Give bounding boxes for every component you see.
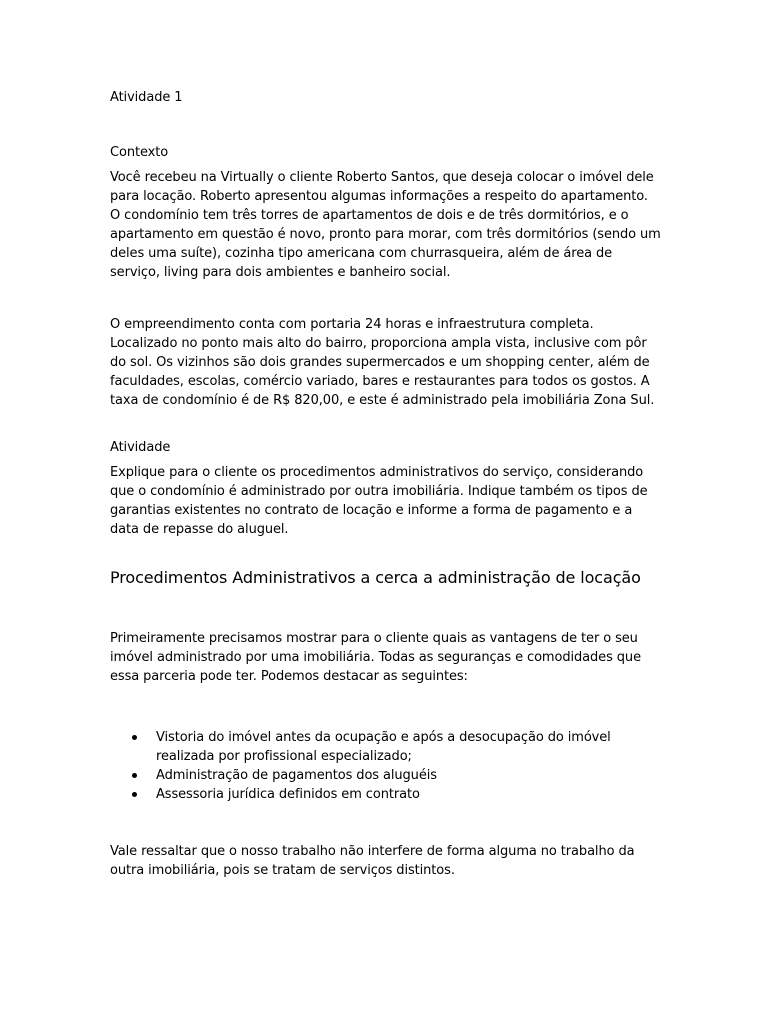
document-title: Atividade 1 bbox=[110, 90, 183, 105]
advantages-list bbox=[110, 728, 662, 804]
section-heading: Procedimentos Administrativos a cerca a administração de locação bbox=[110, 568, 641, 587]
bullet-icon bbox=[132, 735, 137, 740]
closing-paragraph: Vale ressaltar que o nosso trabalho não interfere de forma alguma no trabalho da outra imobiliária, pois se tratam de serviços distintos. bbox=[110, 844, 635, 878]
list-item-text: Vistoria do imóvel antes da ocupação e após a desocupação do imóvel realizada por profissional especializado; bbox=[156, 730, 611, 764]
list-item bbox=[110, 728, 662, 766]
list-item-text: Administração de pagamentos dos aluguéis bbox=[156, 768, 437, 783]
activity-paragraph: Explique para o cliente os procedimentos administrativos do serviço, considerando que o condomínio é administrado por outra imobiliária. Indique também os tipos de garantias existentes no contrato de locação e informe a forma de pagamento e a data de repasse do aluguel. bbox=[110, 465, 648, 537]
context-heading: Contexto bbox=[110, 145, 169, 160]
context-paragraph-2: O empreendimento conta com portaria 24 horas e infraestrutura completa. Localizado no ponto mais alto do bairro, proporciona ampla vista, inclusive com pôr do sol. Os vizinhos são dois grandes supermercados e um shopping center, além de faculdades, escolas, comércio variado, bares e restaurantes para todos os gostos. A taxa de condomínio é de R$ 820,00, e este é administrado pela imobiliária Zona Sul. bbox=[110, 317, 655, 408]
intro-paragraph: Primeiramente precisamos mostrar para o cliente quais as vantagens de ter o seu imóvel administrado por uma imobiliária. Todas as seguranças e comodidades que essa parceria pode ter. Podemos destacar as seguintes: bbox=[110, 631, 641, 684]
list-item bbox=[110, 766, 662, 785]
document-page bbox=[110, 88, 662, 880]
list-item bbox=[110, 785, 662, 804]
list-item-text: Assessoria jurídica definidos em contrato bbox=[156, 787, 420, 802]
activity-heading: Atividade bbox=[110, 440, 171, 455]
context-paragraph-1: Você recebeu na Virtually o cliente Roberto Santos, que deseja colocar o imóvel dele para locação. Roberto apresentou algumas informações a respeito do apartamento. O condomínio tem três torres de apartamentos de dois e de três dormitórios, e o apartamento em questão é novo, pronto para morar, com três dormitórios (sendo um deles uma suíte), cozinha tipo americana com churrasqueira, além de área de serviço, living para dois ambientes e banheiro social. bbox=[110, 170, 661, 280]
bullet-icon bbox=[132, 773, 137, 778]
bullet-icon bbox=[132, 792, 137, 797]
